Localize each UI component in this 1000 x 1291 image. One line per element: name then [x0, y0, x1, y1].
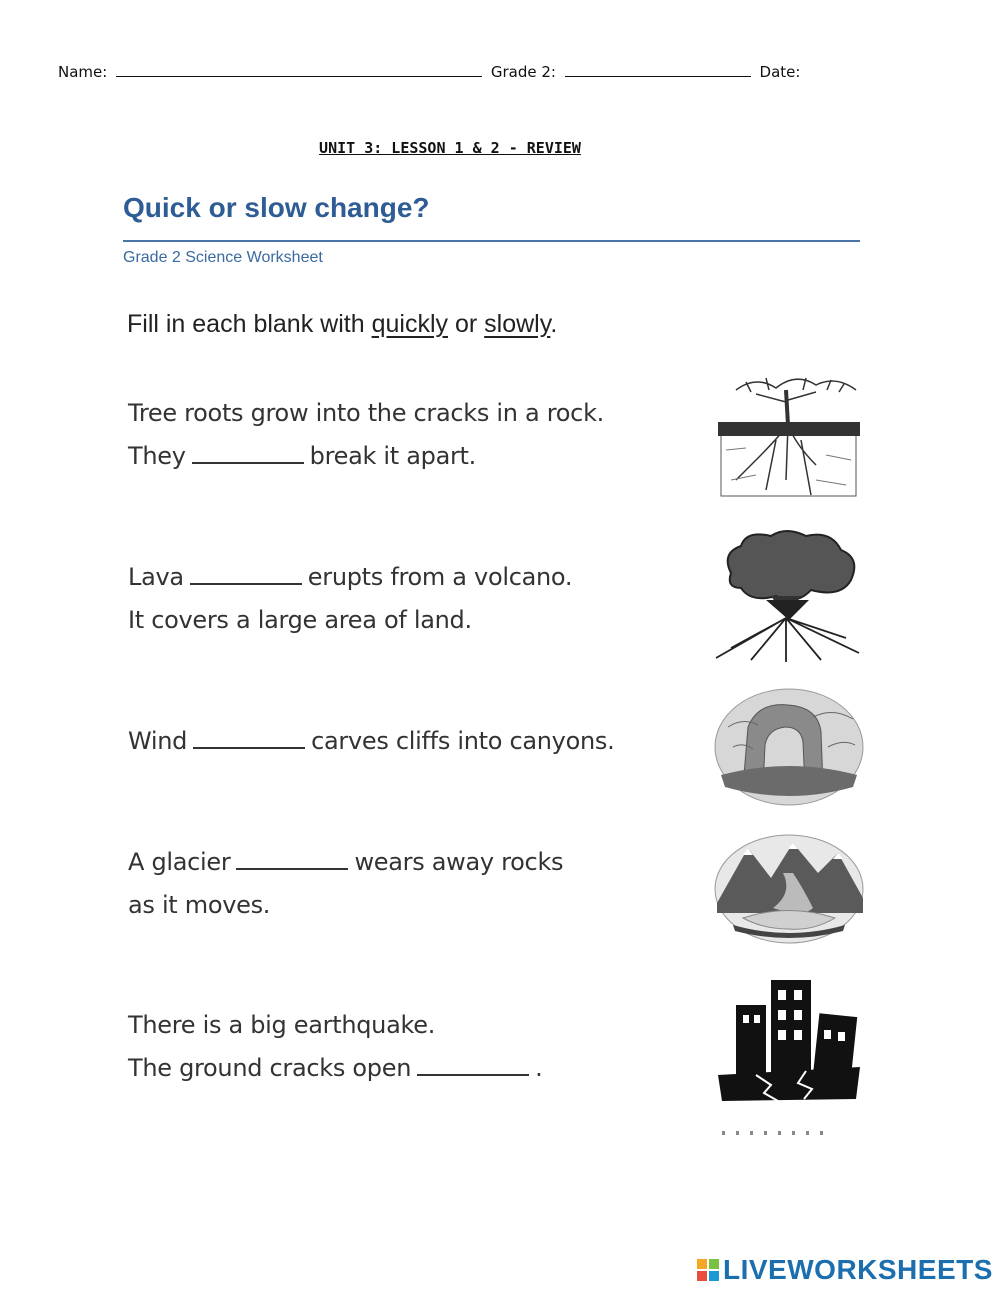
instruction-text: Fill in each blank with — [127, 310, 365, 338]
rock-arch-icon — [713, 687, 865, 807]
earthquake-icon — [716, 975, 862, 1105]
name-label: Name: — [58, 63, 108, 81]
unit-title: UNIT 3: LESSON 1 & 2 - REVIEW — [319, 139, 581, 157]
worksheet-subtitle: Grade 2 Science Worksheet — [123, 249, 323, 266]
student-info-header — [58, 62, 800, 81]
question-4-line-2: as it moves. — [128, 891, 271, 919]
question-5-line-2 — [128, 1047, 542, 1090]
question-5-line-1: There is a big earthquake. — [128, 1011, 436, 1039]
question-1 — [128, 392, 604, 478]
question-2-text-before: Lava — [128, 563, 184, 591]
question-5-blank[interactable] — [417, 1056, 529, 1076]
question-2-blank[interactable] — [190, 565, 302, 585]
question-4-line-1 — [128, 841, 563, 884]
question-1-blank[interactable] — [192, 444, 304, 464]
liveworksheets-logo — [697, 1254, 993, 1286]
question-1-text-before: They — [128, 442, 186, 470]
title-divider — [123, 240, 860, 242]
instruction-or: or — [454, 310, 478, 338]
question-2-text-after: erupts from a volcano. — [307, 563, 573, 591]
date-label: Date: — [759, 63, 801, 81]
question-3-blank[interactable] — [193, 729, 305, 749]
instructions — [127, 310, 557, 339]
logo-text: LIVEWORKSHEETS — [723, 1254, 993, 1285]
option-quickly: quickly — [371, 310, 448, 338]
grade-label: Grade 2: — [490, 63, 556, 81]
question-5 — [128, 1004, 542, 1090]
question-4-blank[interactable] — [236, 850, 348, 870]
question-5-text-before: The ground cracks open — [128, 1054, 412, 1082]
worksheet-title: Quick or slow change? — [123, 192, 430, 223]
question-4-text-after: wears away rocks — [354, 848, 564, 876]
question-1-line-2 — [128, 435, 604, 478]
tree-roots-icon — [716, 370, 862, 502]
question-3 — [128, 720, 614, 763]
question-3-text-before: Wind — [128, 727, 188, 755]
grade-blank[interactable] — [565, 62, 751, 77]
question-2-line-2: It covers a large area of land. — [128, 606, 472, 634]
question-5-text-after: . — [535, 1054, 543, 1082]
question-4-text-before: A glacier — [128, 848, 231, 876]
glacier-icon — [713, 833, 865, 945]
volcano-icon — [711, 528, 863, 666]
logo-mark-icon — [697, 1259, 719, 1281]
question-4 — [128, 841, 563, 927]
question-1-text-after: break it apart. — [309, 442, 476, 470]
option-slowly: slowly — [484, 310, 551, 338]
question-2-line-1 — [128, 556, 572, 599]
instruction-period: . — [550, 310, 558, 338]
question-1-line-1: Tree roots grow into the cracks in a rock. — [128, 399, 605, 427]
decorative-dots — [722, 1131, 826, 1135]
question-3-text-after: carves cliffs into canyons. — [311, 727, 615, 755]
name-blank[interactable] — [116, 62, 482, 77]
question-3-line-1 — [128, 720, 614, 763]
question-2 — [128, 556, 572, 642]
